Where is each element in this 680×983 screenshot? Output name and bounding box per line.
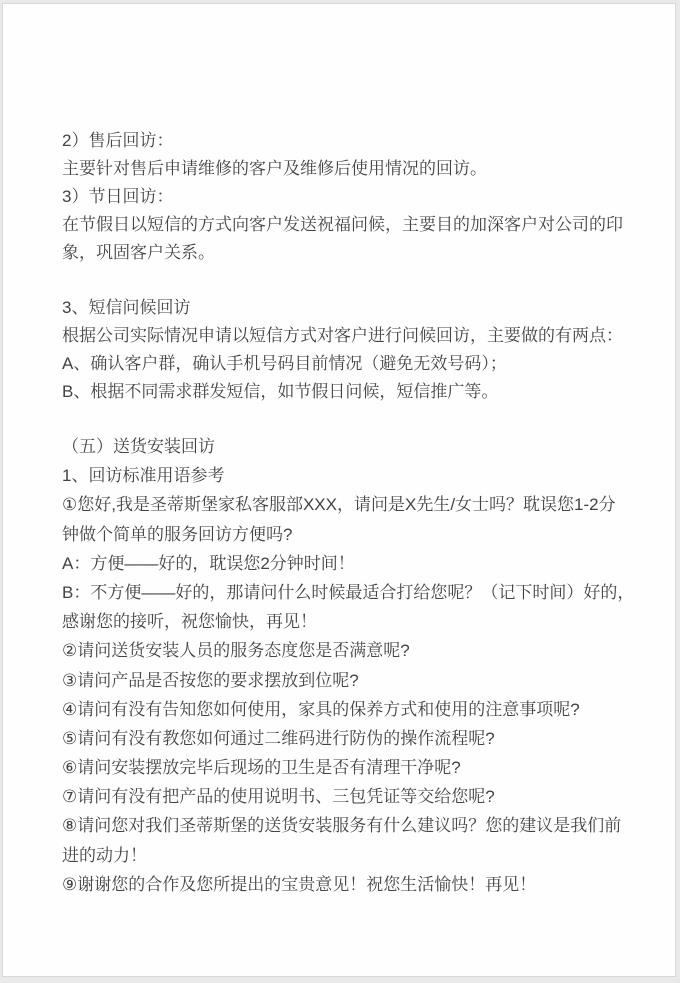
text-line: 感谢您的接听，祝您愉快，再见！ [62,612,317,632]
text-line: ①您好,我是圣蒂斯堡家私客服部XXX，请问是X先生/女士吗？耽误您1-2分 [62,495,616,515]
section-after-sales-and-holiday-callback [62,127,655,267]
document-content [3,4,675,899]
text-line: 根据公司实际情况申请以短信方式对客户进行问候回访，主要做的有两点： [62,326,623,345]
text-line: 钟做个简单的服务回访方便吗? [62,524,293,544]
text-line: B、根据不同需求群发短信，如节假日问候，短信推广等。 [62,382,499,401]
text-line: 主要针对售后申请维修的客户及维修后使用情况的回访。 [62,159,487,178]
section-delivery-installation-callback [62,432,655,899]
text-line: 1、回访标准用语参考 [62,466,225,486]
text-line: ②请问送货安装人员的服务态度您是否满意呢? [62,641,410,661]
text-line: 2）售后回访： [62,131,174,150]
text-line: B：不方便——好的，那请问什么时候最适合打给您呢？（记下时间）好的， [62,582,635,602]
text-line: 在节假日以短信的方式向客户发送祝福问候，主要目的加深客户对公司的印 [62,215,623,234]
section-sms-greeting-callback [62,294,655,406]
text-line: ⑨谢谢您的合作及您所提出的宝贵意见！祝您生活愉快！再见！ [62,874,537,894]
text-line: 3、短信问候回访 [62,298,191,317]
text-line: ⑧请问您对我们圣蒂斯堡的送货安装服务有什么建议吗？您的建议是我们前 [62,816,622,836]
text-line: ⑤请问有没有教您如何通过二维码进行防伪的操作流程呢? [62,728,495,748]
text-line: A、确认客户群，确认手机号码目前情况（避免无效号码）； [62,354,507,373]
text-line: ④请问有没有告知您如何使用，家具的保养方式和使用的注意事项呢? [62,699,580,719]
text-line: 象，巩固客户关系。 [62,243,215,262]
text-line: 3）节日回访： [62,187,174,206]
text-line: 进的动力！ [62,845,147,865]
text-line: ③请问产品是否按您的要求摆放到位呢? [62,670,359,690]
text-line: A：方便——好的，耽误您2分钟时间！ [62,553,355,573]
text-line: ⑥请问安装摆放完毕后现场的卫生是否有清理干净呢? [62,758,461,778]
document-page [2,3,676,977]
text-line: ⑦请问有没有把产品的使用说明书、三包凭证等交给您呢? [62,787,495,807]
text-line: （五）送货安装回访 [62,437,215,456]
